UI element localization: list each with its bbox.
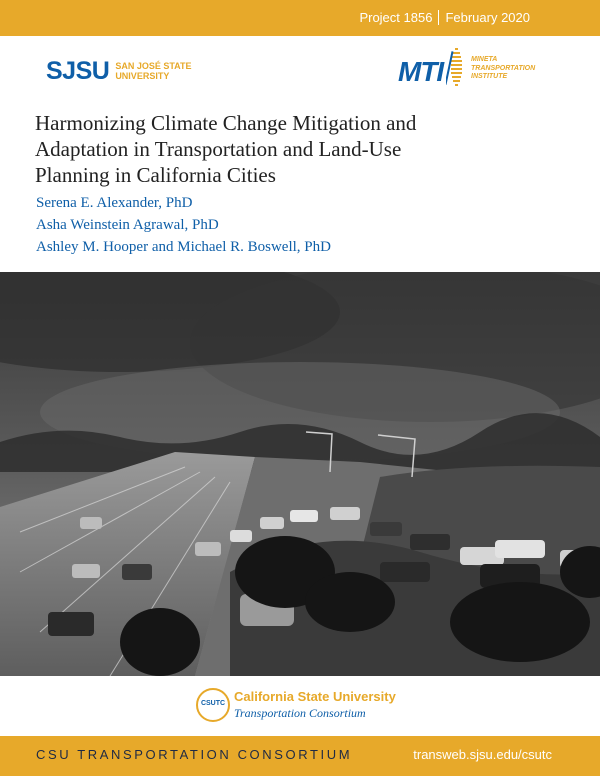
footer-url-link[interactable]: transweb.sjsu.edu/csutc (413, 747, 552, 762)
footer-bar (0, 736, 600, 776)
csutc-name: California State University (234, 689, 396, 704)
header-bar (0, 0, 600, 36)
author-line: Ashley M. Hooper and Michael R. Boswell, PhD (36, 239, 331, 255)
mti-subtitle-line3: INSTITUTE (471, 73, 508, 80)
cover-photo (0, 272, 600, 676)
mti-subtitle-line2: TRANSPORTATION (471, 64, 536, 72)
author-line: Serena E. Alexander, PhD (36, 195, 193, 211)
mti-subtitle (471, 56, 535, 82)
csutc-badge (196, 688, 230, 722)
author-list (36, 192, 456, 258)
sjsu-logo (46, 56, 192, 86)
project-number: Project 1856 (359, 10, 433, 25)
sjsu-subtitle (115, 61, 191, 81)
meta-divider (438, 10, 439, 25)
mti-wordmark: MTI (398, 56, 444, 87)
author-line: Asha Weinstein Agrawal, PhD (36, 217, 219, 233)
project-meta (359, 10, 530, 25)
mti-logo (396, 46, 546, 92)
csutc-logo (196, 688, 426, 722)
mti-globe-icon (446, 46, 466, 92)
mti-subtitle-line1: MINETA (471, 56, 498, 63)
sjsu-wordmark: SJSU (46, 56, 110, 85)
footer-consortium-name: CSU TRANSPORTATION CONSORTIUM (36, 747, 353, 762)
csutc-badge-text: CSUTC (200, 700, 226, 707)
sjsu-subtitle-line1: SAN JOSÉ STATE (115, 61, 192, 71)
sjsu-subtitle-line2: UNIVERSITY (115, 71, 170, 81)
publication-date: February 2020 (445, 10, 530, 25)
csutc-tagline: Transportation Consortium (234, 706, 366, 720)
report-title: Harmonizing Climate Change Mitigation and Adaptation in Transportation and Land-Use Planning in California Cities (35, 111, 417, 187)
